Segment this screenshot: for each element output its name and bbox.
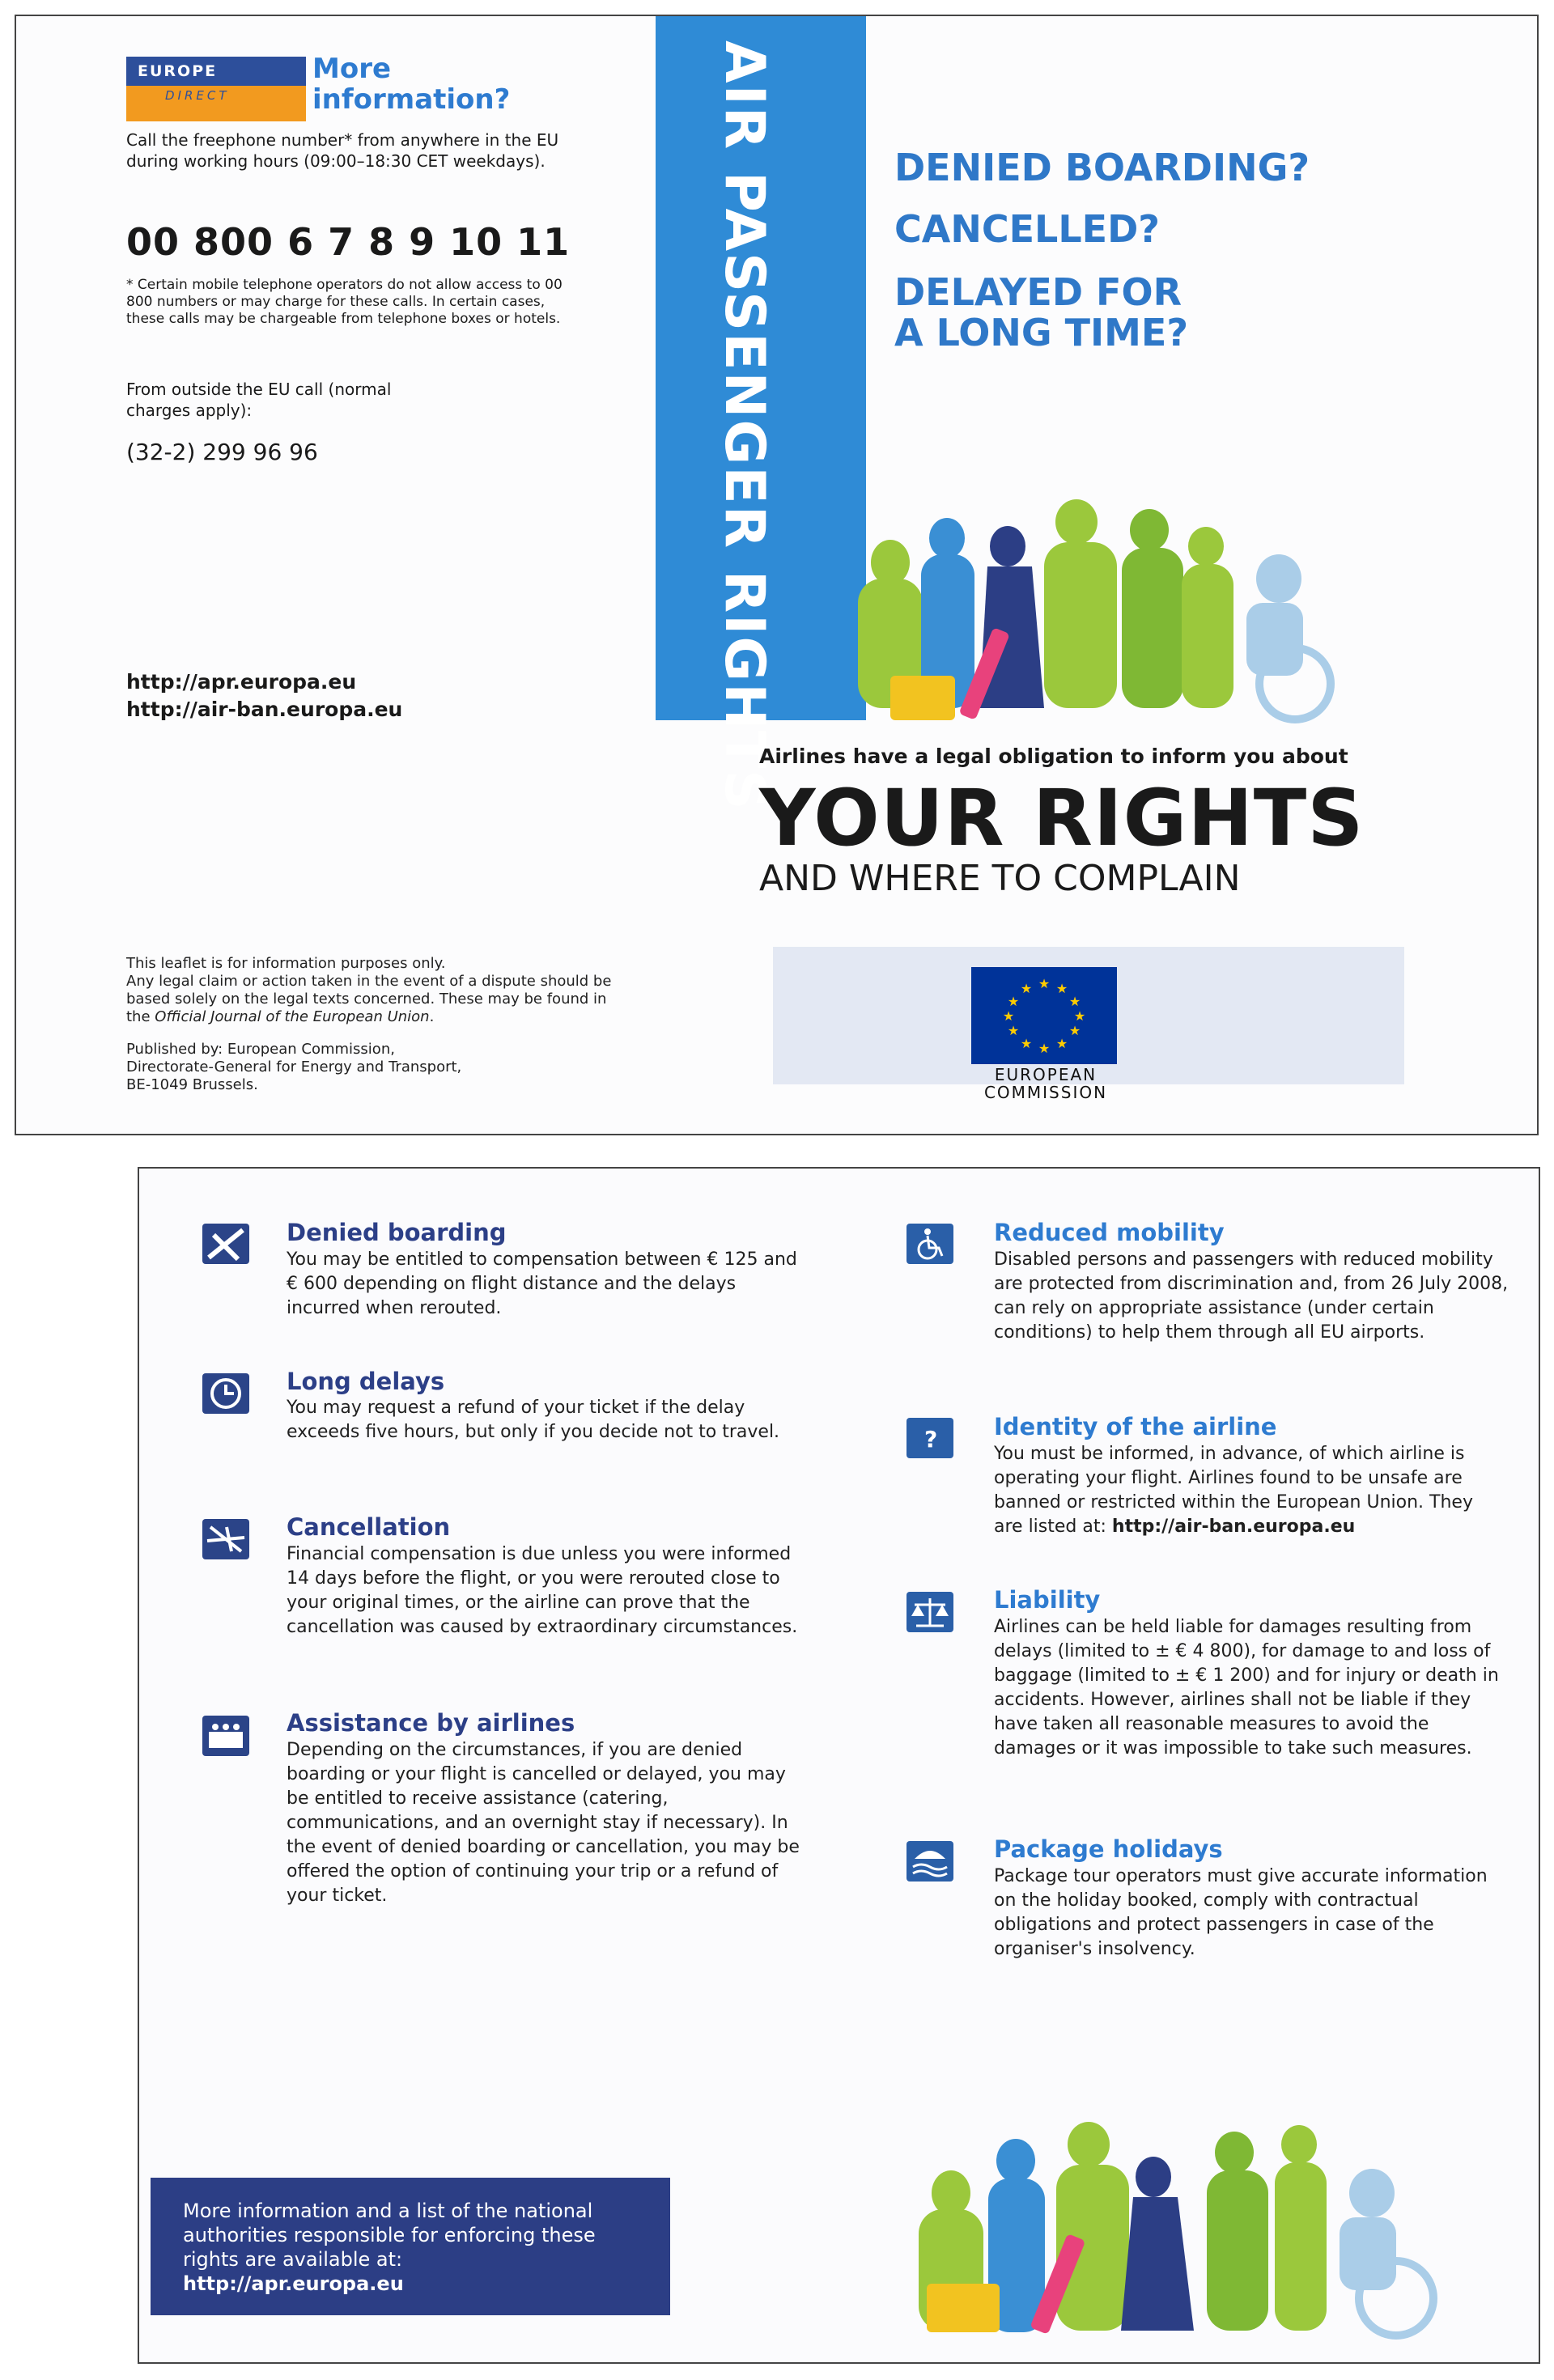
cover-band-title: AIR PASSENGER RIGHTS [712,40,776,812]
passengers-illustration [826,490,1360,732]
identity-url[interactable]: http://air-ban.europa.eu [1111,1517,1356,1537]
info-box [151,2178,670,2315]
svg-text:★: ★ [1068,1023,1081,1038]
denied-boarding-icon [202,1224,249,1264]
svg-text:★: ★ [1038,1041,1051,1056]
eu-name-line1: EUROPEAN [994,1065,1098,1084]
more-info-title: More information? [312,53,511,116]
logo-bottom-text: DIRECT [126,86,306,121]
passenger-silhouettes-inside [919,2122,1433,2335]
europe-direct-logo [126,57,306,121]
scales-icon [906,1592,953,1632]
umbrella-icon [906,1841,953,1882]
eu-flag-icon [971,967,1117,1064]
svg-text:★: ★ [1007,1023,1020,1038]
passengers-illustration-inside [902,2072,1485,2347]
package-holidays-body: Package tour operators must give accurate information on the holiday booked, comply with contractual obligations and protect passengers in case of the organiser's insolvency. [994,1866,1488,1959]
long-delays-title: Long delays [287,1368,445,1395]
svg-text:★: ★ [1073,1008,1086,1024]
identity-title: Identity of the airline [994,1413,1277,1440]
svg-text:?: ? [924,1426,938,1453]
legal-disclaimer: This leaflet is for information purposes only. Any legal claim or action taken in the event of a dispute should be based solely on the legal texts concerned. These may be found in the Official Journal of the European Union. [126,955,628,1026]
footnote: * Certain mobile telephone operators do not allow access to 00 800 numbers or may charge for these calls. In certain cases, these calls may be chargeable from telephone boxes or hotels. [126,277,563,327]
svg-text:★: ★ [1038,976,1051,991]
cover-subtitle: Airlines have a legal obligation to inform you about [759,745,1348,768]
denied-boarding-title: Denied boarding [287,1219,507,1246]
svg-text:★: ★ [1007,994,1020,1009]
svg-text:★: ★ [1055,981,1068,996]
leaflet-outside [15,15,1539,1135]
clock-icon [202,1373,249,1414]
assistance-body: Depending on the circumstances, if you are denied boarding or your flight is cancelled or delayed, you may be entitled to receive assistance (catering, communications, and an overnight stay if necessary). In the event of denied boarding or cancellation, you may be offered the option of continuing your trip or a refund of your ticket. [287,1740,800,1906]
passenger-silhouettes [858,499,1331,720]
outside-phone-number: (32-2) 299 96 96 [126,439,318,465]
cancellation-body: Financial compensation is due unless you were informed 14 days before the flight, or you were rerouted close to your original times, or the airline can prove that the cancellation was caused by extraordinary circumstances. [287,1544,798,1637]
svg-text:★: ★ [1068,994,1081,1009]
legal-line-b: Any legal claim or action taken in the event of a dispute should be based solely on the legal texts concerned. These may be found in the [126,973,612,1025]
eu-commission-name [965,1066,1127,1101]
publisher-text: Published by: European Commission, Directorate-General for Energy and Transport, BE-1049 Brussels. [126,1041,462,1093]
long-delays-body: You may request a refund of your ticket if the delay exceeds five hours, but only if you decide not to travel. [287,1398,780,1442]
liability-title: Liability [994,1586,1101,1614]
info-box-text: More information and a list of the national authorities responsible for enforcing these rights are available at: [183,2200,596,2271]
cancellation-plane-icon [202,1519,249,1559]
legal-line-a: This leaflet is for information purposes only. [126,955,446,972]
apr-link[interactable]: http://apr.europa.eu [126,670,357,694]
question-denied: DENIED BOARDING? [894,146,1310,189]
package-holidays-title: Package holidays [994,1835,1223,1863]
cover-your-rights: YOUR RIGHTS [759,773,1365,863]
identity-body [994,1442,1496,1539]
reduced-mobility-title: Reduced mobility [994,1219,1225,1246]
legal-journal: Official Journal of the European Union [155,1008,430,1025]
identity-text: You must be informed, in advance, of which airline is operating your flight. Airlines found to be unsafe are banned or restricted within the European Union. They are listed at: [994,1444,1473,1537]
cover-where-to-complain: AND WHERE TO COMPLAIN [759,858,1241,899]
question-delayed-2: A LONG TIME? [894,311,1189,354]
logo-top-text: EUROPE [126,57,306,86]
assistance-title: Assistance by airlines [287,1709,575,1737]
assistance-icon [202,1716,249,1756]
cancellation-title: Cancellation [287,1513,451,1541]
question-delayed-1: DELAYED FOR [894,270,1182,314]
reduced-mobility-body: Disabled persons and passengers with reduced mobility are protected from discrimination and, from 26 July 2008, can rely on appropriate assistance (under certain conditions) to help them through all EU airports. [994,1249,1509,1343]
svg-text:★: ★ [1020,1036,1033,1051]
denied-boarding-body: You may be entitled to compensation between € 125 and € 600 depending on flight distance and the delays incurred when rerouted. [287,1249,797,1318]
air-ban-link[interactable]: http://air-ban.europa.eu [126,698,403,721]
svg-text:★: ★ [1020,981,1033,996]
wheelchair-icon [906,1224,953,1264]
liability-body: Airlines can be held liable for damages resulting from delays (limited to ± € 4 800), for damage to and loss of baggage (limited to ± € 1 200) and for injury or death in accidents. However, airlines shall not be liable if they have taken all reasonable measures to avoid the damages or it was impossible to take such measures. [994,1617,1499,1758]
freephone-number: 00 800 6 7 8 9 10 11 [126,220,571,264]
call-text: Call the freephone number* from anywhere in the EU during working hours (09:00–18:30 CET weekdays). [126,130,559,171]
eu-name-line2: COMMISSION [983,1083,1108,1102]
svg-text:★: ★ [1002,1008,1015,1024]
svg-text:★: ★ [1055,1036,1068,1051]
question-cancelled: CANCELLED? [894,207,1160,251]
info-box-url[interactable]: http://apr.europa.eu [183,2272,404,2295]
outside-call-text: From outside the EU call (normal charges apply): [126,380,392,420]
question-icon [906,1418,953,1458]
